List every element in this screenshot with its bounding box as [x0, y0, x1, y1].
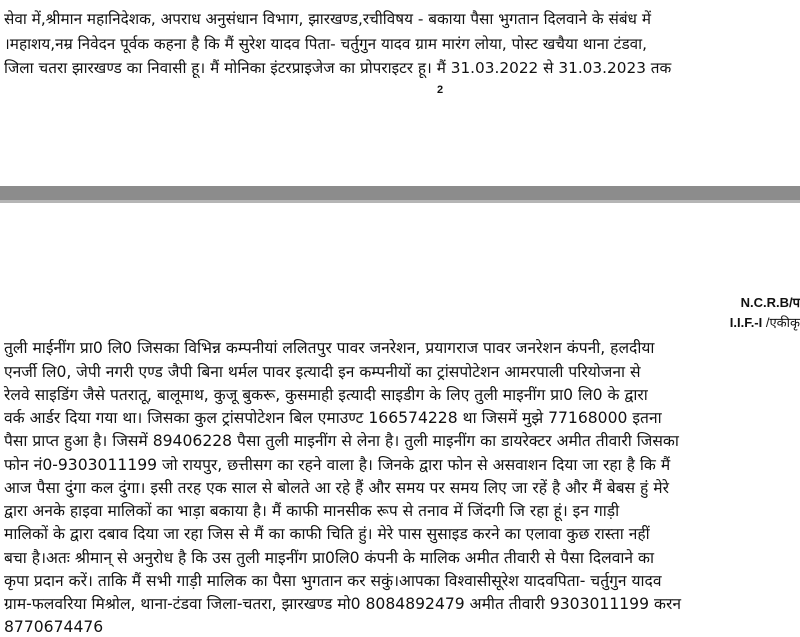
body-line-6: फोन नं0-9303011199 जो रायपुर, छत्तीसग का रहने वाला है। जिनके द्वारा फोन से असवाशन दिया जा रहा है कि मैं: [4, 456, 671, 474]
letter-line-1: सेवा में,श्रीमान महानिदेशक, अपराध अनुसंधान विभाग, झारखण्ड,रचीविषय - बकाया पैसा भुगतान दिलवाने के संबंध में: [4, 10, 651, 28]
body-line-2: एनर्जी लि0, जेपी नगरी एण्ड जैपी बिना थर्मल पावर इत्यादी इन कम्पनीयों का ट्रांसपोटेशन आमरपाली परियोजना से: [4, 363, 641, 381]
body-line-7: आज पैसा दुंगा कल दुंगा। इसी तरह एक साल से बोलते आ रहे हैं और समय पर समय लिए जा रहें है और मैं बेबस हुं मेरे: [4, 479, 669, 497]
letter-line-3: जिला चतरा झारखण्ड का निवासी हू। मैं मोनिका इंटरप्राइजेज का प्रोपराइटर हू। मैं 31.03.2022 से 31.03.2023 तक: [4, 59, 672, 77]
body-line-13: 8770674476: [4, 618, 104, 636]
document-page-top: [0, 0, 800, 186]
iif-header: [730, 315, 800, 331]
page-number: 2: [436, 84, 444, 96]
body-line-11: कृपा प्रदान करें। ताकि मैं सभी गाड़ी मालिक का पैसा भुगतान कर सकुं।आपका विश्वासीसूरेश यादवपिता- चर्तुगुन यादव: [4, 572, 662, 590]
body-line-8: द्वारा अनके हाइवा मालिकों का भाड़ा बकाया है। मैं काफी मानसीक रूप से तनाव में जिंदगी जि रहा हूं। इन गाड़ी: [4, 502, 620, 520]
body-line-9: मालिकों के द्वारा दबाव दिया जा रहा जिस से मैं का काफी चिति हुं। मेरे पास सुसाइड करने का एलावा कुछ रास्ता नहीं: [4, 525, 650, 543]
letter-line-2: ।महाशय,नम्र निवेदन पूर्वक कहना है कि मैं सुरेश यादव पिता- चर्तुगुन यादव ग्राम मारंग लोया, पोस्ट खचैया थाना टंडवा,: [4, 35, 647, 53]
body-line-12: ग्राम-फलवरिया मिश्रोल, थाना-टंडवा जिला-चतरा, झारखण्ड मो0 8084892479 अमीत तीवारी 9303011199 करन: [4, 595, 681, 613]
body-line-3: रेलवे साइडिंग जैसे पतरातू, बालूमाथ, कुजू बुकरू, कुसमाही इत्यादी साइडीग के लिए तुली माइनींग प्रा0 लि0 के द्वारा: [4, 386, 648, 404]
iif-code: I.I.F.-I: [729, 315, 763, 330]
page-separator: [0, 186, 800, 203]
body-line-4: वर्क आर्डर दिया गया था। जिसका कुल ट्रांसपोटेशन बिल एमाउण्ट 166574228 था जिसमें मुझे 77168000 इतना: [4, 409, 662, 427]
body-line-10: बचा है।अतः श्रीमान् से अनुरोध है कि उस तुली माइनींग प्रा0लि0 कंपनी के मालिक अमीत तीवारी से पैसा दिलवाने का: [4, 549, 655, 567]
ncrb-header: N.C.R.B/प: [740, 295, 800, 310]
iif-suffix: /एकीकृ: [762, 315, 800, 330]
body-line-5: पैसा प्राप्त हुआ है। जिसमें 89406228 पैसा तुली माइनींग से लेना है। तुली माइनींग का डायरेक्टर अमीत तीवारी जिसका: [4, 432, 679, 450]
document-page-bottom: [0, 203, 800, 637]
body-line-1: तुली माईनींग प्रा0 लि0 जिसका विभिन्न कम्पनीयां ललितपुर पावर जनरेशन, प्रयागराज पावर जनरेशन कंपनी, हलदीया: [4, 339, 655, 357]
